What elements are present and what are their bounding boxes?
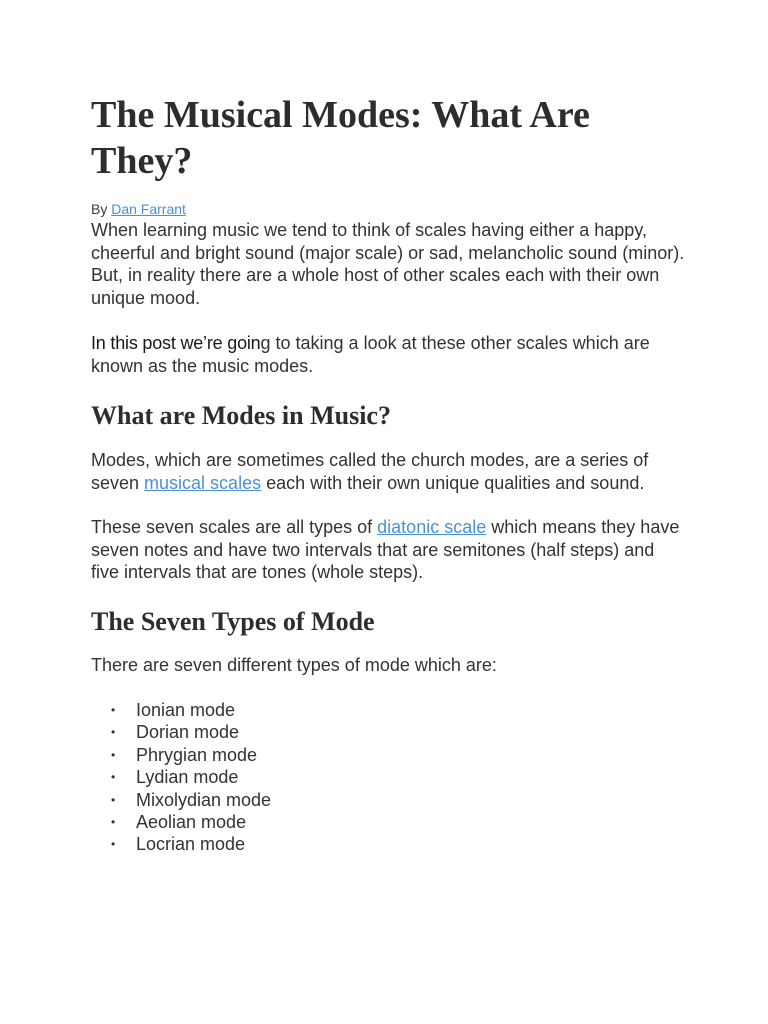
mode-list <box>91 699 271 856</box>
modes-definition-paragraph <box>91 449 686 494</box>
mode-label: Dorian mode <box>136 722 240 743</box>
bullet-icon: • <box>111 815 116 830</box>
article-title: The Musical Modes: What Are They? <box>91 94 590 182</box>
list-item-lydian <box>91 766 271 788</box>
bullet-icon: • <box>111 792 116 807</box>
intro-paragraph: When learning music we tend to think of scales having either a happy, cheerful and bright sound (major scale) or sad, melancholic sound (minor). But, in reality there are a whole host of other scales each with their own unique mood. <box>91 220 685 308</box>
post-paragraph <box>91 332 686 377</box>
modes-definition-text-before: Modes, which are sometimes called the church modes, are a series of seven <box>91 450 649 493</box>
bullet-icon: • <box>111 703 116 717</box>
diatonic-scale-link[interactable]: diatonic scale <box>377 517 487 537</box>
list-item-locrian <box>91 833 271 855</box>
bullet-icon: • <box>111 770 116 785</box>
diatonic-text-before: These seven scales are all types of <box>91 517 378 537</box>
list-item-mixolydian <box>91 789 271 811</box>
byline-prefix: By <box>91 201 112 217</box>
mode-label: Phrygian mode <box>136 744 258 765</box>
post-paragraph-lead: In this post we’re goin <box>91 333 261 353</box>
heading-what-are-modes: What are Modes in Music? <box>91 401 391 430</box>
mode-label: Ionian mode <box>136 700 236 720</box>
bullet-icon: • <box>111 837 116 852</box>
mode-label: Aeolian mode <box>136 812 247 833</box>
diatonic-text-after: which means they have seven notes and have two intervals that are semitones (half steps) and five intervals that are tones (whole steps). <box>91 517 680 582</box>
list-item-dorian <box>91 721 271 743</box>
types-intro-paragraph: There are seven different types of mode which are: <box>91 655 497 675</box>
list-item-phrygian <box>91 744 271 766</box>
mode-label: Locrian mode <box>136 834 246 855</box>
bullet-icon: • <box>111 725 116 740</box>
bullet-icon: • <box>111 747 116 762</box>
author-link[interactable]: Dan Farrant <box>111 201 186 217</box>
byline <box>91 200 186 218</box>
mode-label: Lydian mode <box>136 767 239 788</box>
heading-seven-types: The Seven Types of Mode <box>91 607 375 636</box>
list-item-ionian <box>91 699 271 721</box>
modes-definition-text-after: each with their own unique qualities and sound. <box>261 472 645 493</box>
list-item-aeolian <box>91 811 271 833</box>
post-paragraph-rest: g to taking a look at these other scales which are known as the music modes. <box>91 333 650 376</box>
mode-label: Mixolydian mode <box>136 789 272 810</box>
musical-scales-link[interactable]: musical scales <box>144 472 262 493</box>
diatonic-paragraph <box>91 516 686 584</box>
